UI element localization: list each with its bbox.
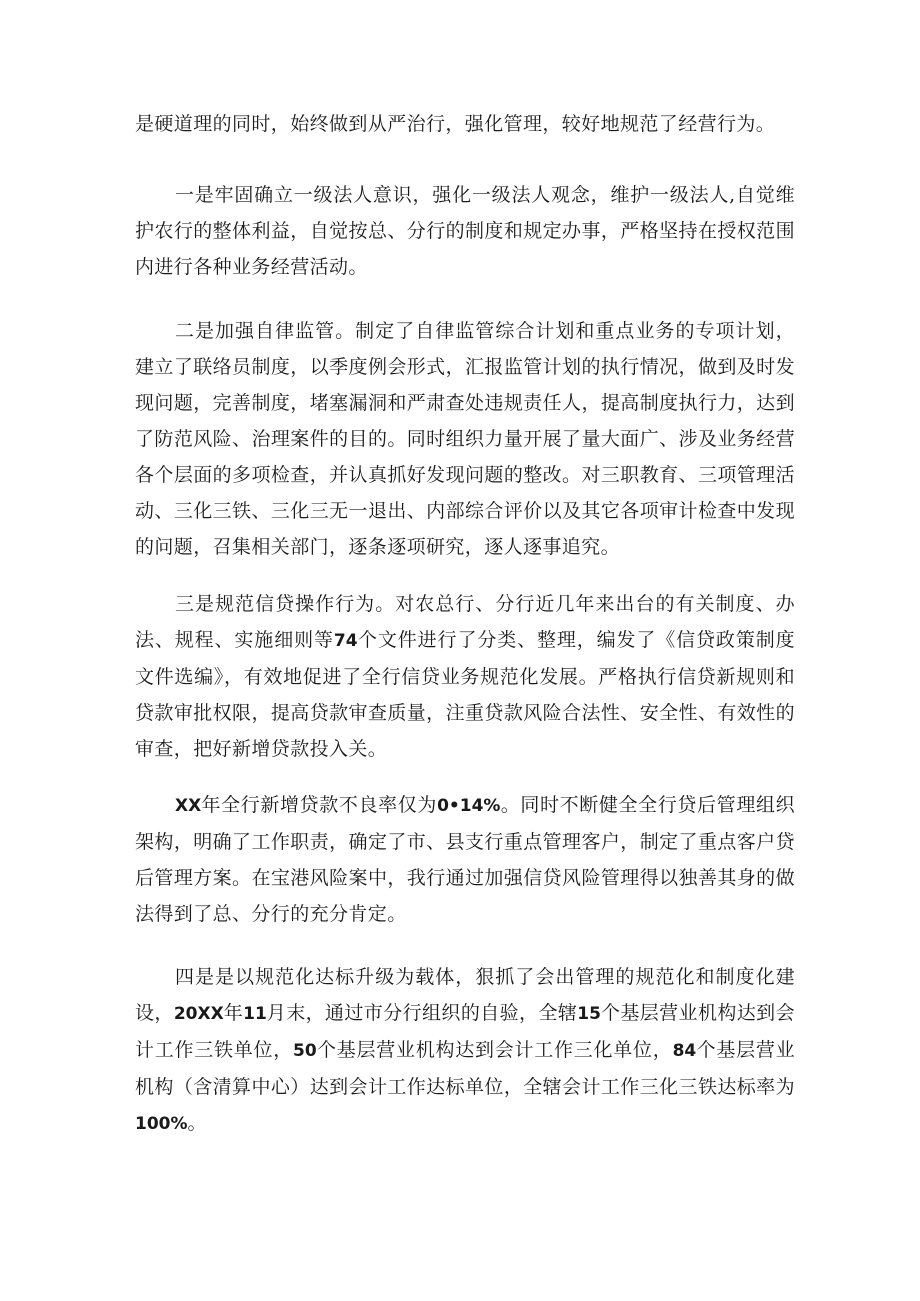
- number-value: 15: [577, 1004, 601, 1024]
- number-value: XX: [175, 796, 202, 816]
- paragraph-text: 一是牢固确立一级法人意识，强化一级法人观念，维护一级法人,自觉维护农行的整体利益，自觉按总、分行的制度和规定办事，严格坚持在授权范围内进行各种业务经营活动。: [135, 184, 795, 278]
- paragraph-text: 年: [223, 1002, 244, 1024]
- paragraph-text: 年全行新增贷款不良率仅为: [201, 794, 438, 816]
- paragraph-text: 四是是以规范化达标升级为载体，狠抓了会出管理的规范化和制度化建设，: [135, 966, 795, 1024]
- number-value: 100%: [135, 1114, 188, 1134]
- number-value: 0•14%: [437, 796, 501, 816]
- number-value: 11: [243, 1004, 267, 1024]
- paragraph-legal-person: [135, 177, 795, 285]
- paragraph-text: 月末，通过市分行组织的自验，全辖: [266, 1002, 578, 1024]
- paragraph-text: 个基层营业机构（含清算中心）达到会计工作达标单位，全辖会计工作三化三铁达标率为: [135, 1039, 795, 1098]
- number-value: 50: [293, 1041, 317, 1061]
- paragraph-text: 是硬道理的同时，始终做到从严治行，强化管理，较好地规范了经营行为。: [135, 113, 776, 135]
- paragraph-accounting-standards: [135, 959, 795, 1142]
- paragraph-nonperforming-rate: [135, 787, 795, 932]
- paragraph-text: 。: [187, 1112, 207, 1134]
- paragraph-credit-operations: [135, 586, 795, 767]
- paragraph-text: 个基层营业机构达到会计工作三铁单位，: [135, 1002, 795, 1061]
- paragraph-text: 三是规范信贷操作行为。对农总行、分行近几年来出台的有关制度、办法、规程、实施细则等: [135, 593, 795, 651]
- paragraph-self-supervision: [135, 313, 795, 565]
- number-value: 20XX: [173, 1004, 224, 1024]
- paragraph-text: 个文件进行了分类、整理，编发了《信贷政策制度文件选编》，有效地促进了全行信贷业务规范化发展。严格执行信贷新规则和贷款审批权限，提高贷款审查质量，注重贷款风险合法性、安全性、有效性的审查，把好新增贷款投入关。: [135, 629, 795, 760]
- number-value: 74: [333, 631, 358, 651]
- paragraph-continuation: [135, 106, 795, 142]
- paragraph-text: 二是加强自律监管。制定了自律监管综合计划和重点业务的专项计划，建立了联络员制度，以季度例会形式，汇报监管计划的执行情况，做到及时发现问题，完善制度，堵塞漏洞和严肃查处违规责任人，提高制度执行力，达到了防范风险、治理案件的目的。同时组织力量开展了量大面广、涉及业务经营各个层面的多项检查，并认真抓好发现问题的整改。对三职教育、三项管理活动、三化三铁、三化三无一退出、内部综合评价以及其它各项审计检查中发现的问题，召集相关部门，逐条逐项研究，逐人逐事追究。: [135, 320, 795, 558]
- paragraph-text: 。同时不断健全全行贷后管理组织架构，明确了工作职责，确定了市、县支行重点管理客户，制定了重点客户贷后管理方案。在宝港风险案中，我行通过加强信贷风险管理得以独善其身的做法得到了总、分行的充分肯定。: [135, 794, 795, 925]
- paragraph-text: 个基层营业机构达到会计工作三化单位，: [316, 1039, 673, 1061]
- number-value: 84: [672, 1041, 697, 1061]
